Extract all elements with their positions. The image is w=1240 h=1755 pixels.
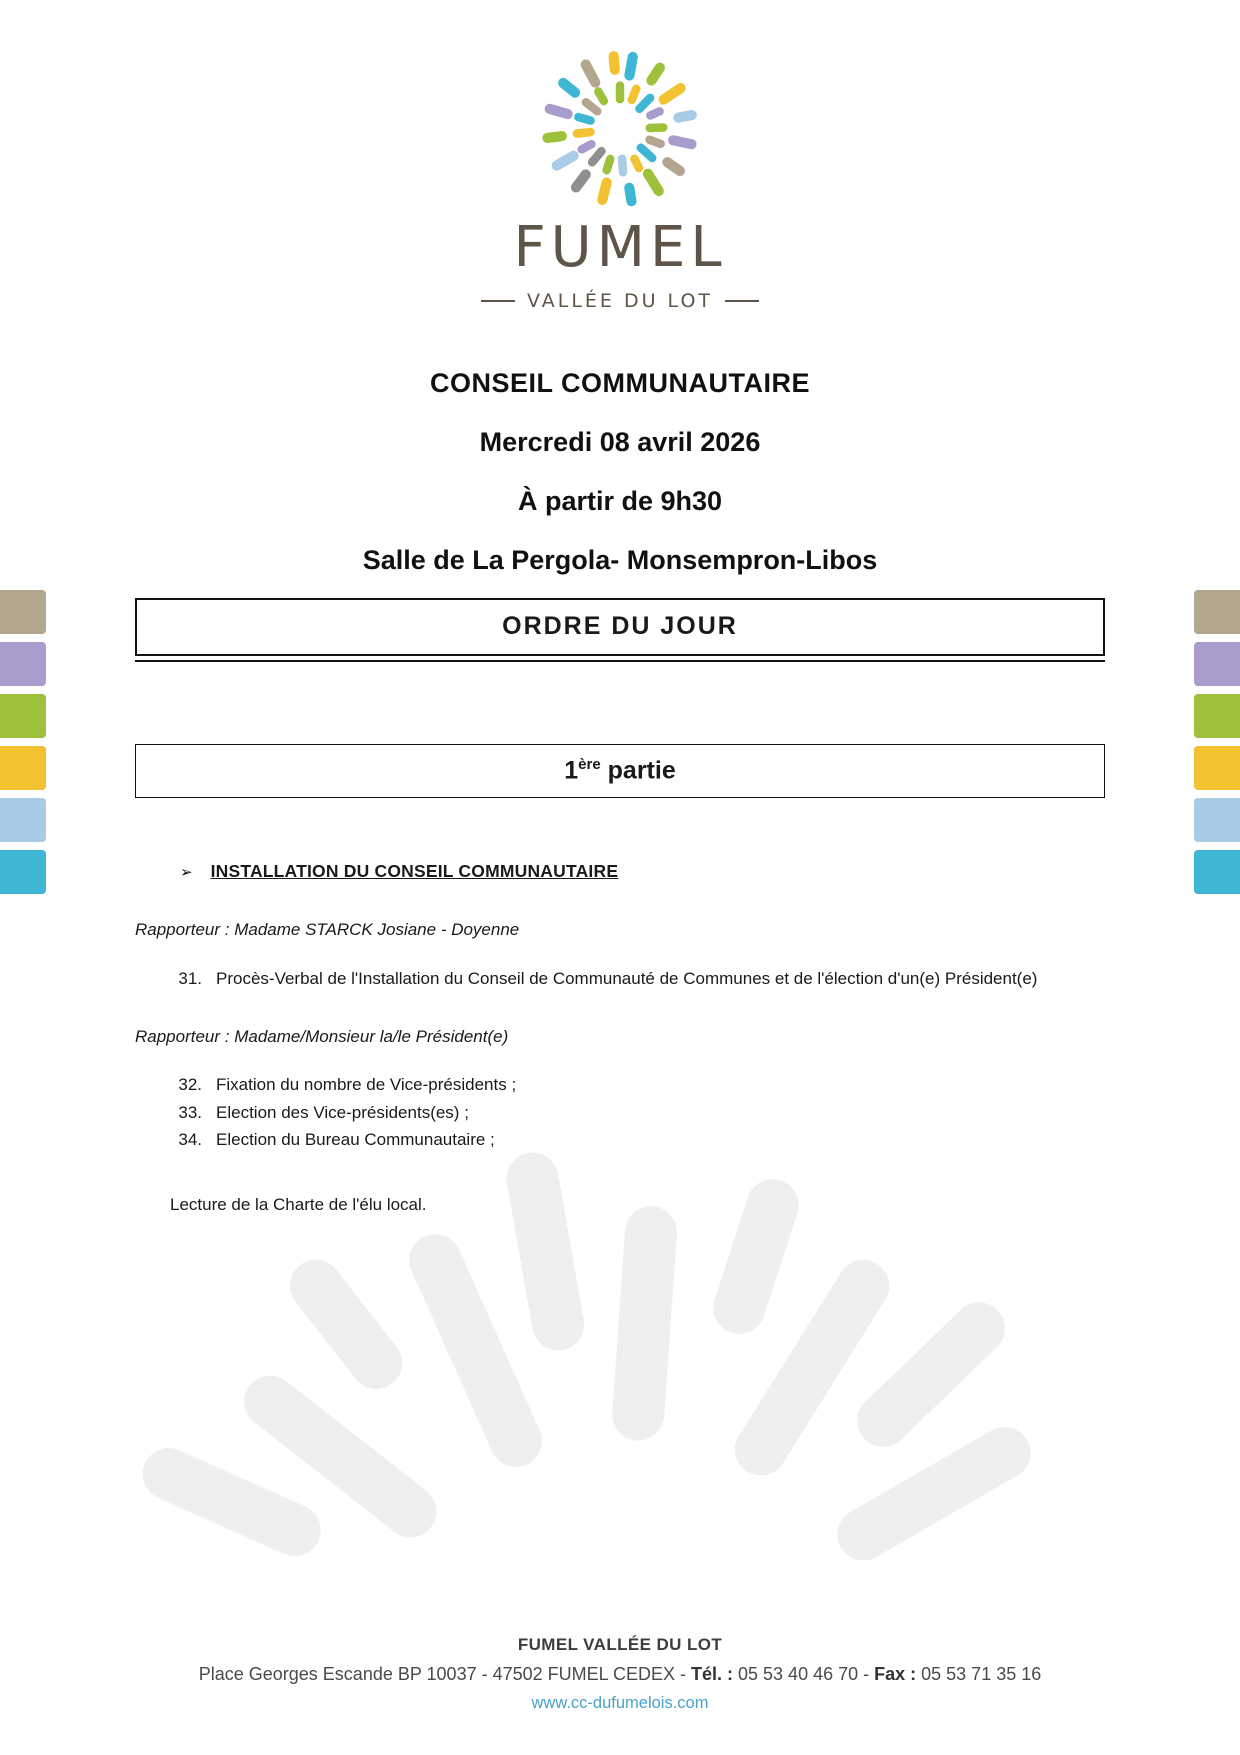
tagline-text: VALLÉE DU LOT [526,290,714,312]
agenda-title-box: ORDRE DU JOUR [135,598,1105,656]
footer-tel-label: Tél. : [691,1664,734,1684]
footer-address-text: Place Georges Escande BP 10037 - 47502 FUMEL CEDEX - [198,1664,691,1684]
agenda-items-group-2 [135,1072,1105,1153]
heading-council: CONSEIL COMMUNAUTAIRE [430,368,810,398]
document-footer [0,1635,1240,1713]
footer-address [0,1664,1240,1685]
rapporteur-line-1: Rapporteur : Madame STARCK Josiane - Doyenne [135,920,520,940]
list-item [170,1100,1105,1126]
fumel-logo-icon [535,44,705,214]
list-item [170,1072,1105,1098]
footer-fax-label: Fax : [874,1664,917,1684]
heading-time: À partir de 9h30 [517,486,723,516]
item-number: 33. [178,1102,202,1122]
part-ordinal: ère [578,756,601,773]
logo-block [0,0,1240,312]
item-number: 32. [178,1075,202,1095]
heading-location: Salle de La Pergola- Monsempron-Libos [362,545,878,575]
agenda-title-underline [135,660,1105,662]
item-text: Election des Vice-présidents(es) ; [216,1102,469,1122]
charter-note: Lecture de la Charte de l'élu local. [170,1194,427,1214]
logo-tagline [0,290,1240,312]
arrow-bullet-icon: ➢ [180,864,193,882]
rapporteur-line-2: Rapporteur : Madame/Monsieur la/le Président(e) [135,1027,509,1047]
part-one-box [135,744,1105,798]
document-heading [0,368,1240,576]
agenda-items-group-1 [135,966,1105,992]
item-text: Fixation du nombre de Vice-présidents ; [216,1075,517,1095]
list-item [170,966,1105,992]
footer-org: FUMEL VALLÉE DU LOT [517,1635,723,1654]
footer-tel-value: 05 53 40 46 70 - [733,1664,875,1684]
item-text: Election du Bureau Communautaire ; [216,1130,495,1150]
agenda-content [135,858,1105,1218]
item-number: 31. [178,968,202,988]
tagline-rule-right [725,300,759,302]
footer-fax-value: 05 53 71 35 16 [916,1664,1042,1684]
item-number: 34. [178,1130,202,1150]
part-label: partie [600,756,676,785]
heading-date: Mercredi 08 avril 2026 [479,427,761,457]
section-heading-installation [180,858,1105,885]
logo-wordmark: FUMEL [513,215,727,280]
item-text: Procès-Verbal de l'Installation du Conseil de Communauté de Communes et de l'élection d'un(e) Président(e) [216,968,1038,988]
list-item [170,1127,1105,1153]
footer-website-link[interactable]: www.cc-dufumelois.com [531,1694,709,1712]
section-title: INSTALLATION DU CONSEIL COMMUNAUTAIRE [210,861,619,882]
part-number: 1 [564,756,579,785]
tagline-rule-left [481,300,515,302]
